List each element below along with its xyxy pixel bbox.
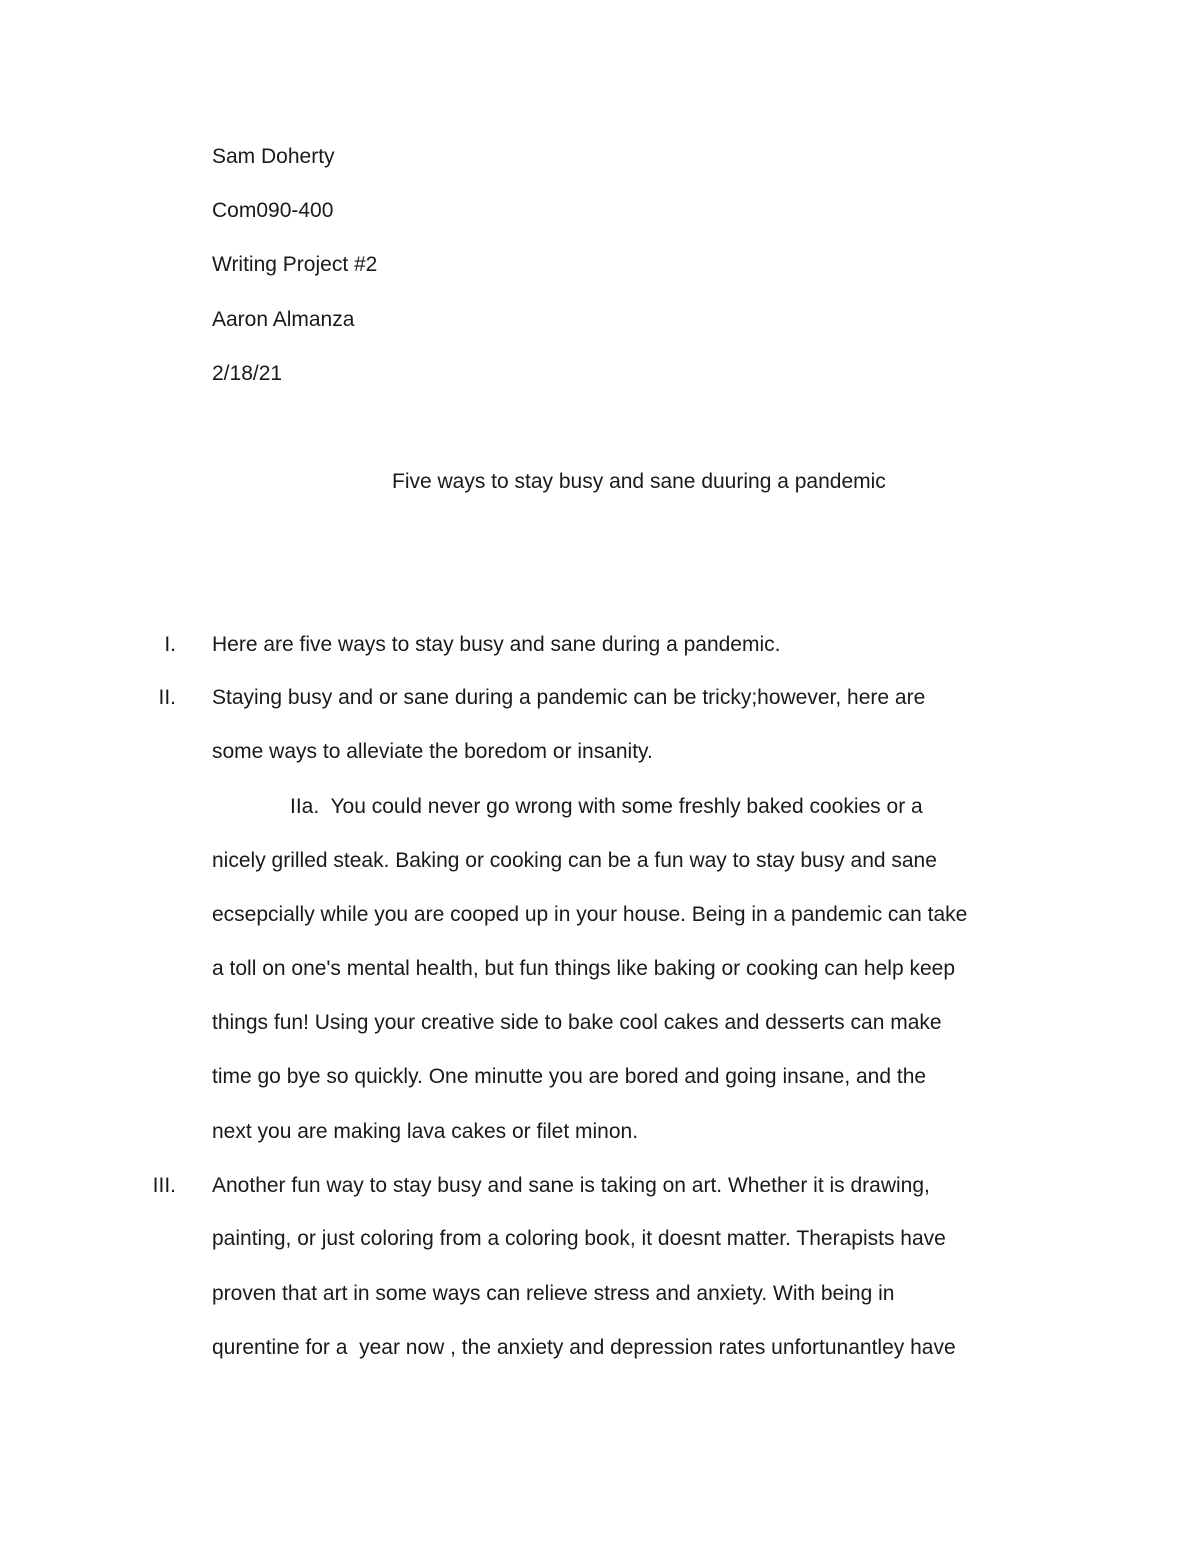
outline-subitem-line: IIa. You could never go wrong with some freshly baked cookies or a [290, 795, 923, 818]
outline-numeral: II. [158, 686, 176, 709]
document-date: 2/18/21 [212, 362, 283, 385]
outline-line: time go bye so quickly. One minutte you are bored and going insane, and the [212, 1065, 927, 1088]
outline-line: painting, or just coloring from a coloring book, it doesnt matter. Therapists have [212, 1227, 946, 1250]
instructor-name: Aaron Almanza [212, 308, 355, 331]
outline-line: Here are five ways to stay busy and sane during a pandemic. [212, 633, 781, 656]
outline-numeral: I. [164, 633, 176, 656]
outline-line: Another fun way to stay busy and sane is taking on art. Whether it is drawing, [212, 1174, 930, 1197]
outline-line: ecsepcially while you are cooped up in your house. Being in a pandemic can take [212, 903, 968, 926]
assignment-name: Writing Project #2 [212, 253, 378, 276]
document-title: Five ways to stay busy and sane duuring a pandemic [392, 470, 886, 493]
course-code: Com090-400 [212, 199, 334, 222]
outline-line: things fun! Using your creative side to bake cool cakes and desserts can make [212, 1011, 942, 1034]
outline-line: qurentine for a year now , the anxiety and depression rates unfortunantley have [212, 1336, 956, 1359]
outline-line: Staying busy and or sane during a pandemic can be tricky;however, here are [212, 686, 926, 709]
outline-line: nicely grilled steak. Baking or cooking can be a fun way to stay busy and sane [212, 849, 937, 872]
outline-line: proven that art in some ways can relieve stress and anxiety. With being in [212, 1282, 895, 1305]
outline-line: a toll on one's mental health, but fun things like baking or cooking can help keep [212, 957, 955, 980]
outline-numeral: III. [152, 1174, 176, 1197]
author-name: Sam Doherty [212, 145, 335, 168]
outline-line: next you are making lava cakes or filet minon. [212, 1120, 639, 1143]
outline-line: some ways to alleviate the boredom or insanity. [212, 740, 653, 763]
